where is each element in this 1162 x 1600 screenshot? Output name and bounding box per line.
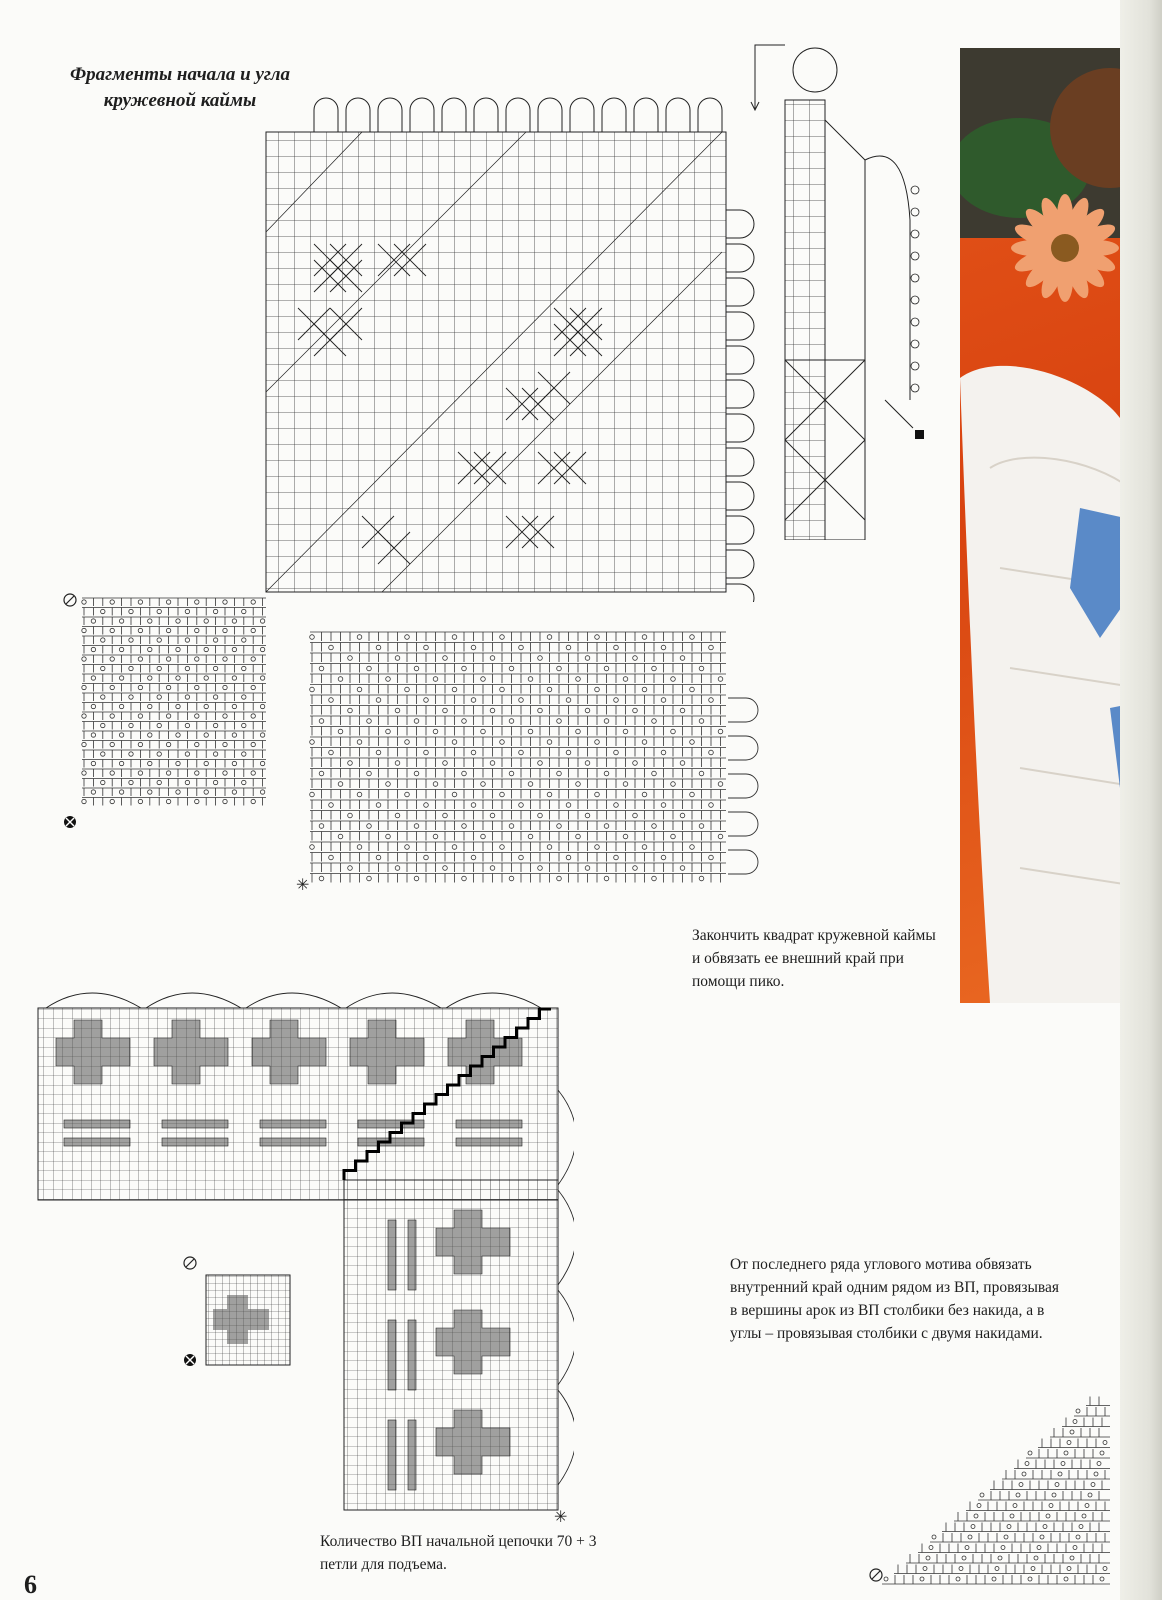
- filled-square-icon: [915, 430, 924, 439]
- asterisk-icon: ✳: [554, 1507, 568, 1526]
- note-chain-count: Количество ВП начальной цепочки 70 + 3 петли для подъема.: [320, 1533, 597, 1573]
- corner-start-diagram: [262, 92, 762, 602]
- triangle-edge-chart: [862, 1388, 1118, 1600]
- filet-corner-chart: [34, 990, 574, 1530]
- asterisk-icon: ✳: [296, 875, 310, 894]
- motif-chart: [180, 1255, 300, 1375]
- page-number: 6: [24, 1570, 37, 1599]
- small-pattern-chart: [60, 592, 280, 842]
- corner-strip-diagram: [745, 40, 945, 540]
- stitch-row-chart: [296, 628, 786, 898]
- page-title: Фрагменты начала и угла кружевной каймы: [70, 64, 290, 111]
- page-gutter: [1120, 0, 1162, 1600]
- note-inner-edge: От последнего ряда углового мотива обвязать внутренний край одним рядом из ВП, провязывая в вершины арок из ВП столбики без накида, а в углы – провязывая столбики с двумя накидами.: [730, 1256, 1059, 1342]
- note-finish-square: Закончить квадрат кружевной каймы и обвязать ее внешний край при помощи пико.: [692, 927, 936, 990]
